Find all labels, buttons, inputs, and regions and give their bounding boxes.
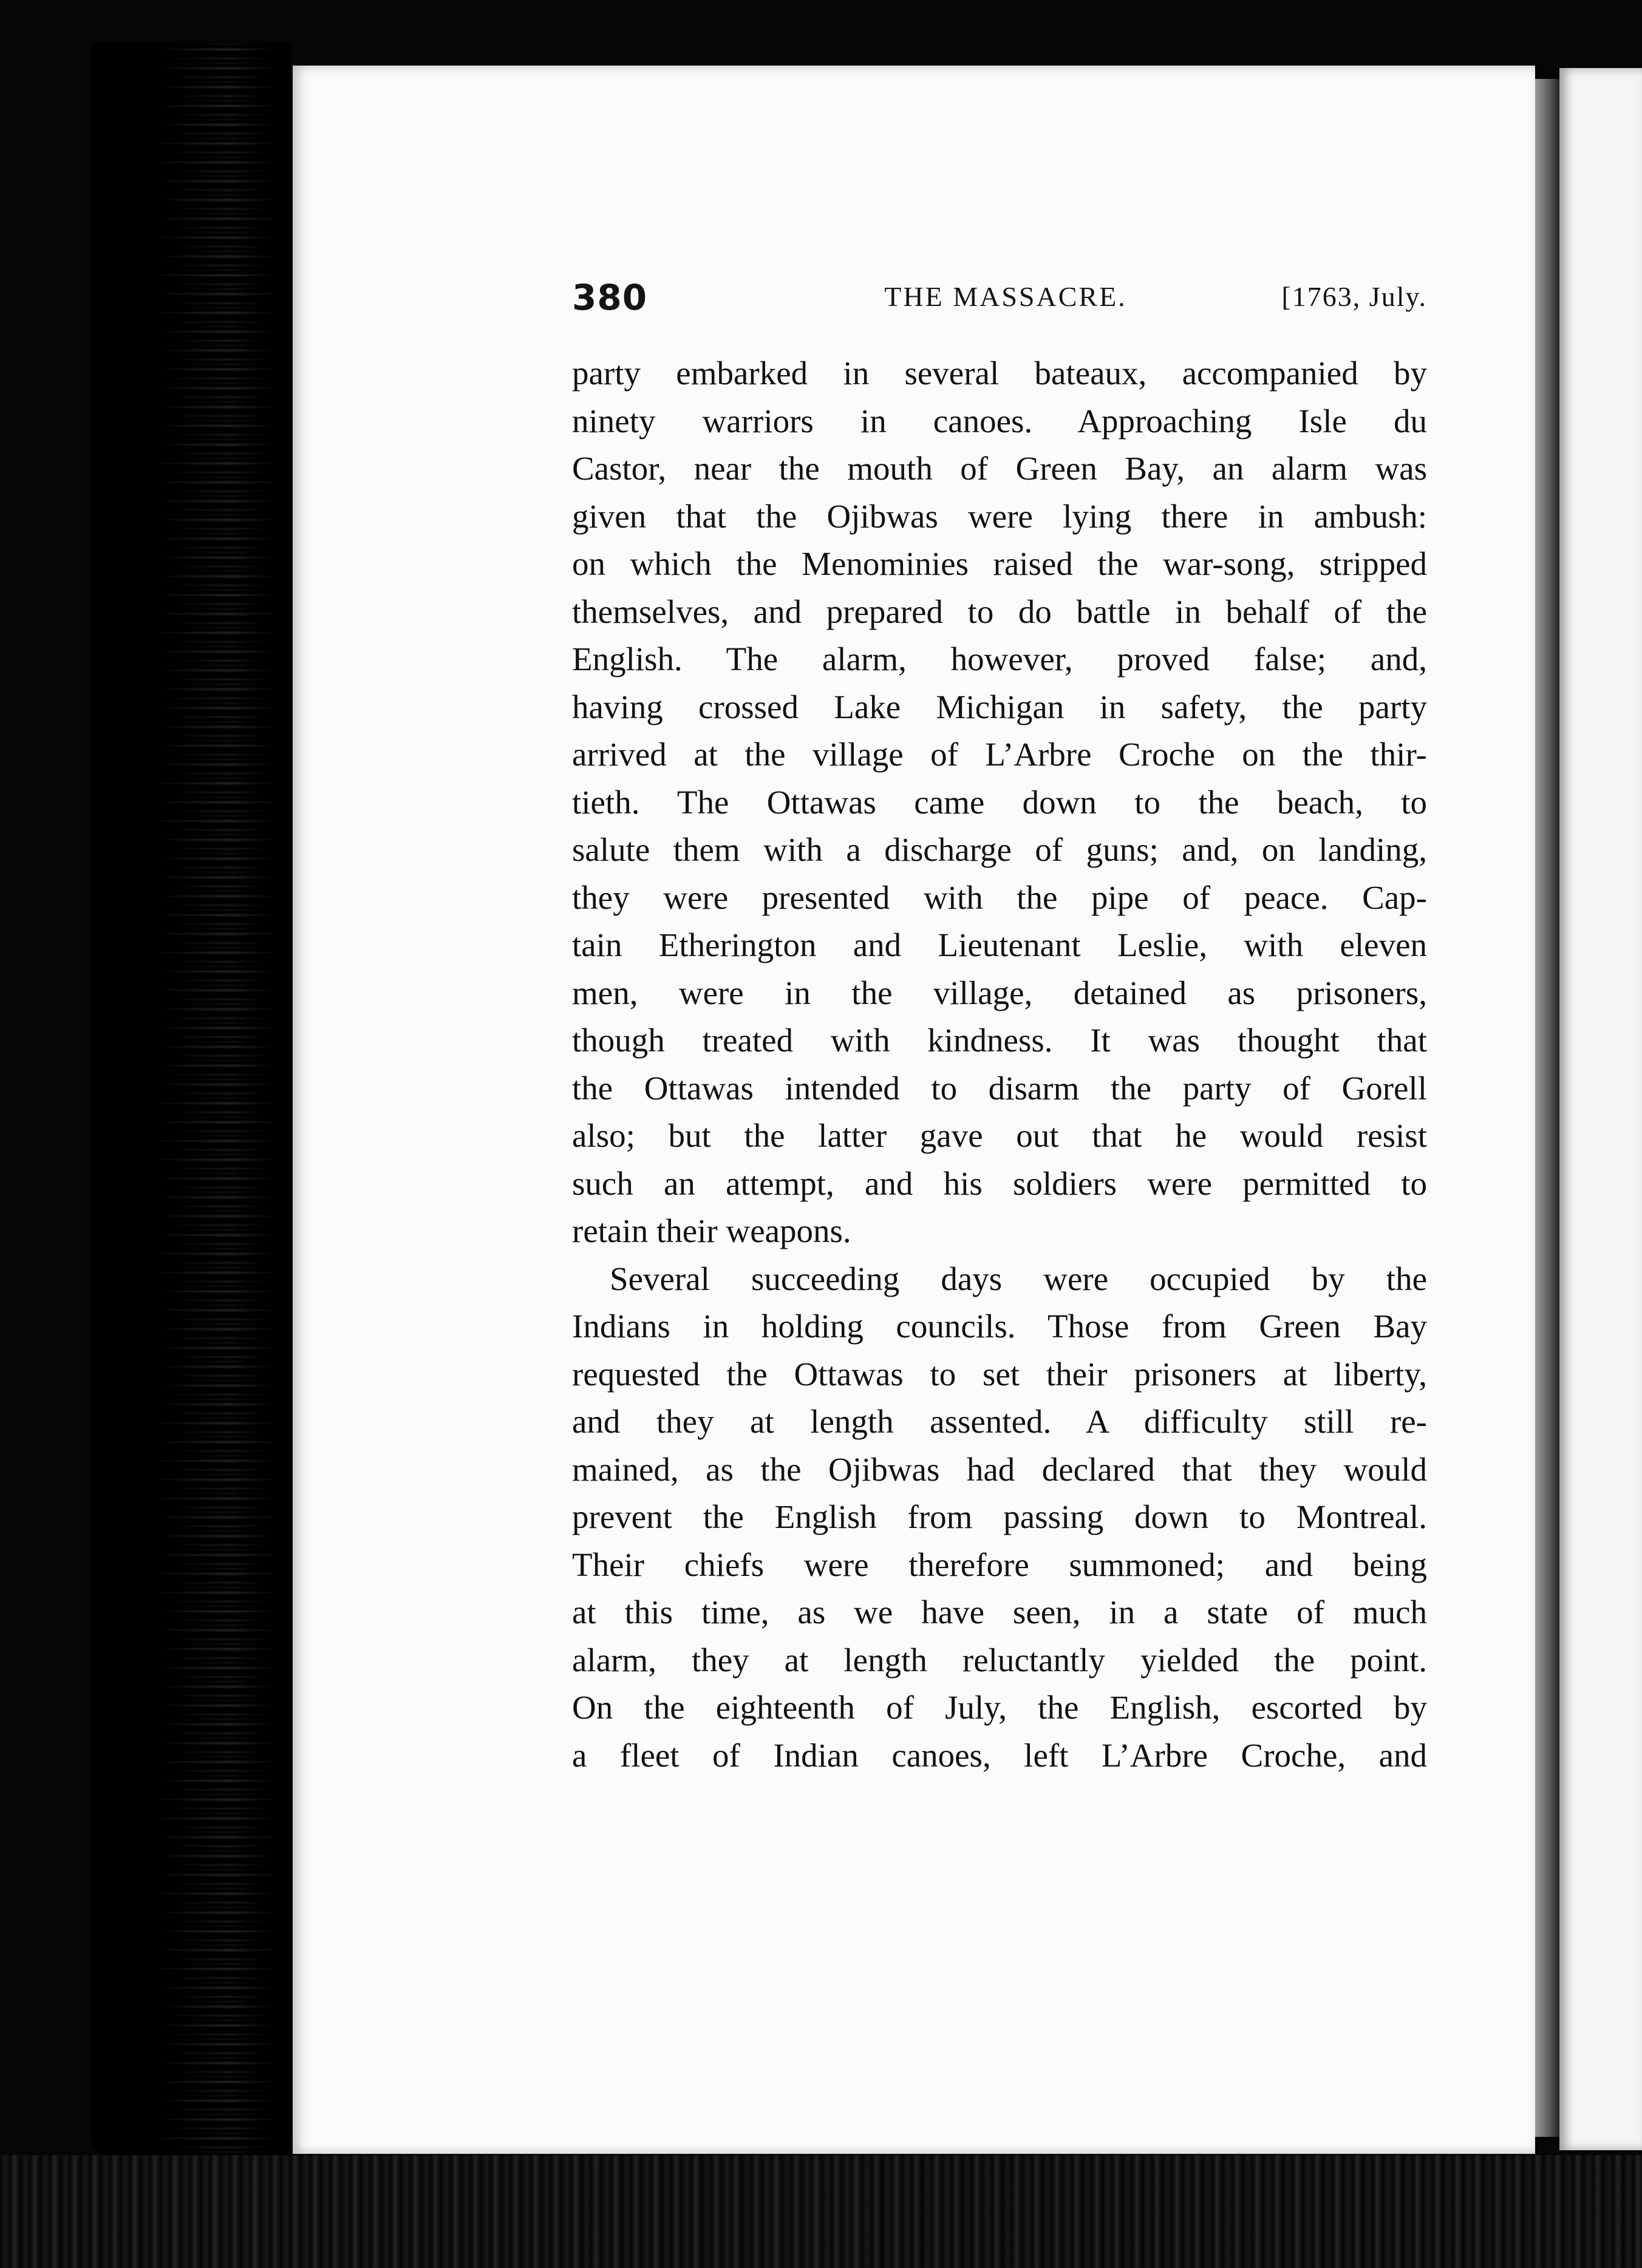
running-title: THE MASSACRE.: [884, 281, 1127, 312]
text-line: also; but the latter gave out that he would resist: [572, 1117, 1427, 1154]
text-line: they were presented with the pipe of peace. Cap-: [572, 878, 1427, 916]
text-line: Their chiefs were therefore summoned; and being: [572, 1546, 1427, 1583]
text-line: arrived at the village of L’Arbre Croche on the thir-: [572, 736, 1427, 773]
page-number: 380: [572, 277, 648, 318]
text-line: alarm, they at length reluctantly yielded the point.: [572, 1641, 1427, 1679]
scan-border: [0, 2155, 1642, 2268]
body-text: [572, 350, 1427, 1779]
text-line: such an attempt, and his soldiers were permitted to: [572, 1164, 1427, 1202]
text-line: English. The alarm, however, proved false; and,: [572, 640, 1427, 677]
text-line: Castor, near the mouth of Green Bay, an alarm was: [572, 450, 1427, 487]
text-line: requested the Ottawas to set their prisoners at liberty,: [572, 1355, 1427, 1393]
text-line: at this time, as we have seen, in a state of much: [572, 1594, 1427, 1631]
page-gutter: [1535, 79, 1559, 2137]
running-date: [1763, July.: [1281, 281, 1427, 312]
text-line: salute them with a discharge of guns; and, on landing,: [572, 831, 1427, 868]
text-line: tieth. The Ottawas came down to the beach, to: [572, 783, 1427, 821]
text-line: having crossed Lake Michigan in safety, the party: [572, 688, 1427, 725]
text-line: prevent the English from passing down to Montreal.: [572, 1498, 1427, 1535]
text-line: a fleet of Indian canoes, left L’Arbre Croche, and: [572, 1736, 1427, 1774]
text-line: and they at length assented. A difficulty still re-: [572, 1403, 1427, 1440]
text-line: On the eighteenth of July, the English, escorted by: [572, 1689, 1427, 1726]
facing-page-edge: [1559, 68, 1642, 2150]
text-line: Several succeeding days were occupied by the: [610, 1260, 1427, 1297]
text-line: party embarked in several bateaux, accompanied by: [572, 355, 1427, 392]
book-edge-shadow: [91, 42, 291, 2155]
text-line: Indians in holding councils. Those from Green Bay: [572, 1308, 1427, 1345]
text-line: mained, as the Ojibwas had declared that they would: [572, 1450, 1427, 1488]
text-line: given that the Ojibwas were lying there in ambush:: [572, 497, 1427, 535]
text-line: the Ottawas intended to disarm the party of Gorell: [572, 1069, 1427, 1107]
text-line: themselves, and prepared to do battle in behalf of the: [572, 592, 1427, 630]
text-line: ninety warriors in canoes. Approaching Isle du: [572, 402, 1427, 440]
text-line: tain Etherington and Lieutenant Leslie, with eleven: [572, 926, 1427, 963]
text-line: retain their weapons.: [572, 1212, 851, 1249]
text-line: men, were in the village, detained as prisoners,: [572, 974, 1427, 1011]
running-head: [572, 277, 1427, 325]
text-line: though treated with kindness. It was thought that: [572, 1022, 1427, 1059]
text-line: on which the Menominies raised the war-song, stripped: [572, 545, 1427, 582]
